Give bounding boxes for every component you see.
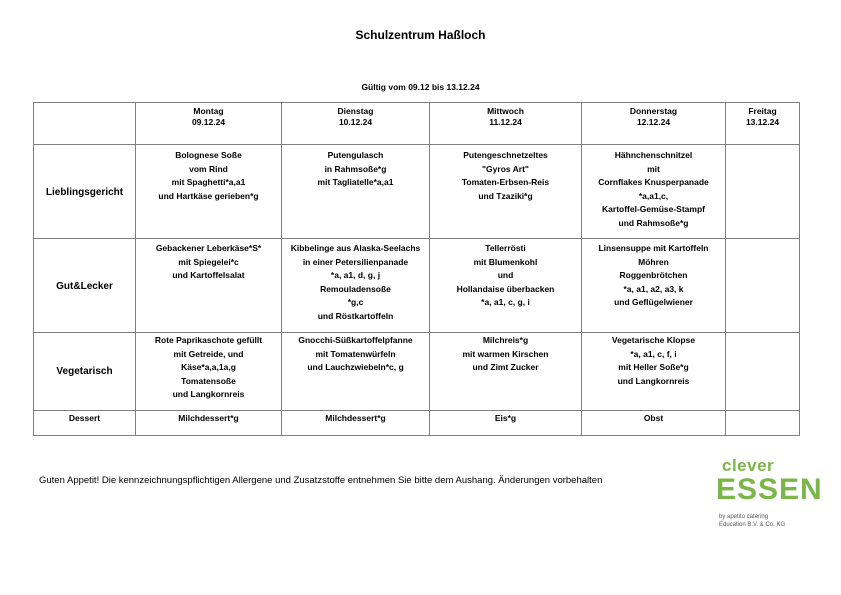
meal-line: Bolognese Soße xyxy=(175,150,242,160)
meal-line: und Zimt Zucker xyxy=(472,362,539,372)
meal-line: Vegetarische Klopse xyxy=(611,335,696,345)
meal-line: Putengulasch xyxy=(327,150,384,160)
meal-line: *a,a1,c, xyxy=(638,190,669,201)
meal-line: Tellerrösti xyxy=(485,243,526,253)
meal-line: Käse*a,a,1a,g xyxy=(181,362,236,372)
meal-cell xyxy=(726,411,800,436)
category-label: Lieblingsgericht xyxy=(34,145,136,239)
meal-line: vom Rind xyxy=(189,163,228,174)
category-label: Dessert xyxy=(34,411,136,436)
meal-line: Tomaten-Erbsen-Reis xyxy=(461,177,550,187)
meal-line: und Langkornreis xyxy=(617,375,690,386)
validity-period: Gültig vom 09.12 bis 13.12.24 xyxy=(361,82,480,92)
logo-subtitle-line1: by apetito catering xyxy=(719,514,769,520)
meal-cell xyxy=(582,333,726,411)
meal-cell xyxy=(430,333,582,411)
meal-line: Milchdessert*g xyxy=(178,413,239,423)
meal-line: und Geflügelwiener xyxy=(614,297,693,307)
meal-line: in einer Petersilienpanade xyxy=(302,256,409,267)
meal-line: Obst xyxy=(643,413,664,423)
menu-row xyxy=(34,411,800,436)
meal-line: Roggenbrötchen xyxy=(619,270,688,280)
logo-subtitle-line2: Education B.V. & Co. KG xyxy=(719,522,786,528)
meal-line: Gebackener Leberkäse*S* xyxy=(155,243,262,253)
meal-cell xyxy=(430,411,582,436)
meal-line: Kartoffel-Gemüse-Stampf xyxy=(602,204,705,214)
meal-cell xyxy=(136,411,282,436)
meal-cell xyxy=(582,411,726,436)
meal-line: mit Spaghetti*a,a1 xyxy=(171,177,246,187)
meal-cell xyxy=(282,239,430,333)
clever-essen-logo xyxy=(716,456,823,536)
page-title: Schulzentrum Haßloch xyxy=(355,28,486,42)
meal-line: *a, a1, c, f, i xyxy=(630,348,677,359)
meal-line: *a, a1, d, g, j xyxy=(330,270,381,280)
meal-cell xyxy=(430,145,582,239)
meal-line: Hähnchenschnitzel xyxy=(614,150,693,160)
meal-line: mit Getreide, und xyxy=(173,348,244,359)
meal-line: und xyxy=(497,270,514,280)
meal-line: und Tzaziki*g xyxy=(478,190,533,201)
corner-cell xyxy=(34,103,136,145)
meal-line: Remouladensoße xyxy=(320,283,391,294)
meal-line: Linsensuppe mit Kartoffeln xyxy=(598,243,709,253)
meal-line: Rote Paprikaschote gefüllt xyxy=(154,335,263,345)
meal-line: und Röstkartoffeln xyxy=(317,310,394,321)
meal-line: *g,c xyxy=(347,297,364,307)
category-label: Vegetarisch xyxy=(34,333,136,411)
meal-cell xyxy=(726,239,800,333)
meal-line: Eis*g xyxy=(494,413,517,423)
meal-line: Putengeschnetzeltes xyxy=(463,150,548,160)
meal-line: Tomatensoße xyxy=(181,375,236,386)
meal-line: Gnocchi-Süßkartoffelpfanne xyxy=(298,335,413,345)
meal-cell xyxy=(136,145,282,239)
meal-cell xyxy=(136,333,282,411)
meal-cell xyxy=(582,239,726,333)
logo-word-clever: clever xyxy=(722,456,775,475)
meal-line: mit warmen Kirschen xyxy=(462,348,549,359)
menu-row xyxy=(34,239,800,333)
meal-cell xyxy=(136,239,282,333)
meal-line: *a, a1, a2, a3, k xyxy=(623,283,684,294)
meal-line: und Langkornreis xyxy=(172,389,245,399)
meal-line: und Hartkäse gerieben*g xyxy=(158,190,259,201)
meal-cell xyxy=(430,239,582,333)
meal-line: mit Blumenkohl xyxy=(473,256,538,267)
meal-line: in Rahmsoße*g xyxy=(324,163,387,174)
logo-word-essen: ESSEN xyxy=(716,473,823,506)
meal-line: und Lauchzwiebeln*c, g xyxy=(307,362,404,372)
meal-line: Milchreis*g xyxy=(482,335,529,345)
meal-line: mit Tagliatelle*a,a1 xyxy=(317,177,394,187)
meal-line: Cornflakes Knusperpanade xyxy=(598,177,709,187)
meal-line: mit Heller Soße*g xyxy=(618,362,689,372)
meal-cell xyxy=(726,145,800,239)
meal-cell xyxy=(282,411,430,436)
meal-line: und Kartoffelsalat xyxy=(172,270,245,280)
meal-line: mit xyxy=(647,163,660,174)
day-header: Montag 09.12.24 xyxy=(136,103,282,145)
meal-cell xyxy=(726,333,800,411)
day-header: Donnerstag 12.12.24 xyxy=(582,103,726,145)
day-header: Dienstag 10.12.24 xyxy=(282,103,430,145)
meal-cell xyxy=(282,333,430,411)
meal-line: "Gyros Art" xyxy=(482,163,529,174)
category-label: Gut&Lecker xyxy=(34,239,136,333)
menu-row xyxy=(34,145,800,239)
day-header: Freitag 13.12.24 xyxy=(726,103,800,145)
meal-line: Kibbelinge aus Alaska-Seelachs xyxy=(290,243,421,253)
meal-line: Milchdessert*g xyxy=(325,413,386,423)
day-header: Mittwoch 11.12.24 xyxy=(430,103,582,145)
meal-line: mit Tomatenwürfeln xyxy=(315,348,396,359)
meal-line: Hollandaise überbacken xyxy=(456,283,555,294)
menu-row xyxy=(34,333,800,411)
meal-line: *a, a1, c, g, i xyxy=(481,297,530,307)
meal-line: und Rahmsoße*g xyxy=(618,217,689,228)
meal-cell xyxy=(282,145,430,239)
meal-line: mit Spiegelei*c xyxy=(178,256,239,267)
menu-table xyxy=(33,102,800,436)
header-row xyxy=(34,103,800,145)
meal-line: Möhren xyxy=(638,256,669,267)
footer-note: Guten Appetit! Die kennzeichnungspflichtigen Allergene und Zusatzstoffe entnehmen Sie bitte dem Aushang. Änderungen vorbehalten xyxy=(39,475,603,486)
meal-cell xyxy=(582,145,726,239)
